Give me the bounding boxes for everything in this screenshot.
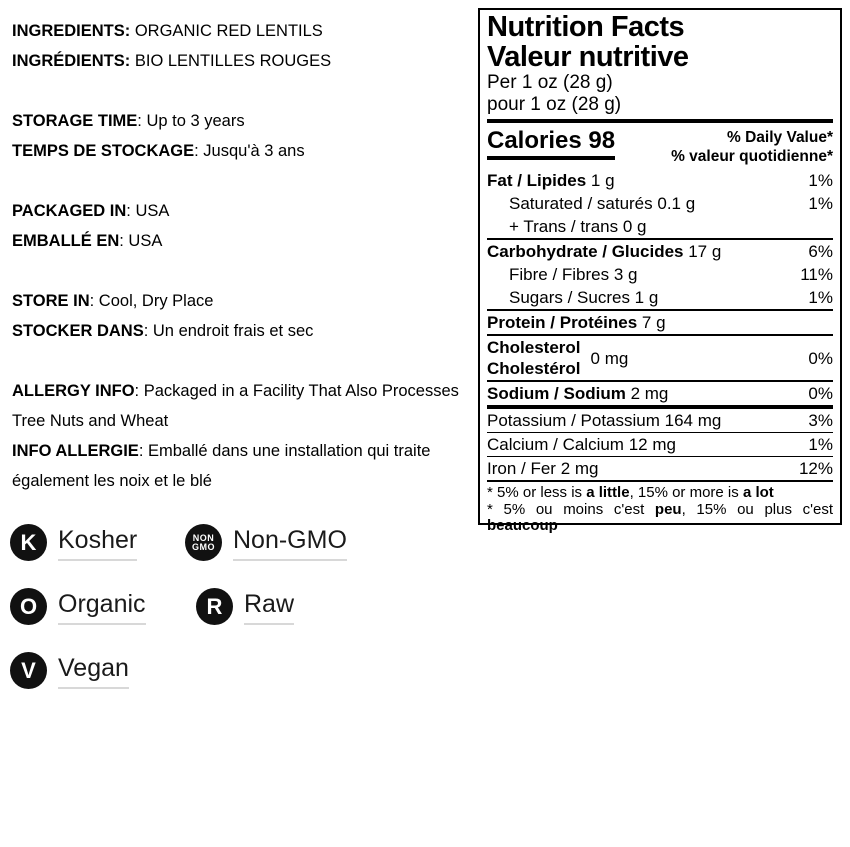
packaged-value-en: : USA (126, 202, 170, 220)
fat-dv: 1% (808, 171, 833, 190)
nfp-serving-en: Per 1 oz (28 g) (487, 72, 613, 93)
nutrient-row-fat (487, 169, 833, 192)
storage-en (12, 106, 474, 136)
store-in-section (12, 286, 474, 346)
nfp-title-fr: Valeur nutritive (487, 41, 689, 73)
badge-organic-label: Organic (58, 589, 146, 625)
allergy-value-fr: : Emballé dans une installation qui traite également les noix et le blé (12, 442, 436, 490)
nutrient-row-cholesterol (487, 334, 833, 380)
footnote-fr: * 5% ou moins c'est peu, 15% ou plus c'est beaucoup (487, 500, 833, 534)
sugars-dv: 1% (808, 288, 833, 307)
vegan-icon (10, 652, 47, 689)
store-in-label-en: STORE IN (12, 292, 90, 310)
store-in-en (12, 286, 474, 316)
store-in-value-fr: : Un endroit frais et sec (143, 322, 314, 340)
calcium-dv: 1% (808, 435, 833, 454)
allergy-fr (12, 436, 474, 496)
packaged-en (12, 196, 474, 226)
store-in-fr (12, 316, 474, 346)
fibre-amount: 3 g (609, 265, 638, 284)
dv-header-en: % Daily Value* (727, 129, 833, 146)
protein-name: Protein / Protéines (487, 313, 638, 332)
packaged-label-en: PACKAGED IN (12, 202, 127, 220)
badge-raw (196, 588, 294, 625)
allergy-label-fr: INFO ALLERGIE (12, 442, 139, 460)
saturated-amount: 0.1 g (652, 194, 696, 213)
allergy-en (12, 376, 474, 436)
badge-kosher-label: Kosher (58, 525, 137, 561)
nutrient-row-sugars (487, 286, 833, 309)
organic-icon (10, 588, 47, 625)
nutrient-row-calcium (487, 432, 833, 456)
carbohydrate-name: Carbohydrate / Glucides (487, 242, 684, 261)
badge-vegan-label: Vegan (58, 653, 129, 689)
nfp-serving-fr: pour 1 oz (28 g) (487, 94, 622, 115)
ingredients-section (12, 16, 474, 76)
nfp-footnote (487, 480, 833, 535)
fibre-dv: 11% (800, 265, 833, 284)
storage-value-en: : Up to 3 years (137, 112, 245, 130)
ingredients-value-fr: BIO LENTILLES ROUGES (130, 52, 332, 70)
nutrient-row-trans (487, 215, 833, 238)
nutrient-row-saturated (487, 192, 833, 215)
badge-non-gmo-label: Non-GMO (233, 525, 347, 561)
potassium-amount: 164 mg (659, 411, 722, 430)
badge-non-gmo (185, 524, 347, 561)
nutrient-row-protein (487, 309, 833, 334)
iron-amount: 2 mg (555, 459, 599, 478)
nutrient-row-fibre (487, 263, 833, 286)
packaged-value-fr: : USA (119, 232, 163, 250)
carbohydrate-amount: 17 g (683, 242, 722, 261)
non-gmo-glyph-top: NON (192, 532, 215, 543)
daily-value-header (671, 128, 833, 166)
ingredients-label-fr: INGRÉDIENTS: (12, 52, 131, 70)
badge-organic (10, 588, 146, 625)
packaged-label-fr: EMBALLÉ EN (12, 232, 120, 250)
iron-name: Iron / Fer (487, 459, 556, 478)
sugars-amount: 1 g (629, 288, 659, 307)
sodium-amount: 2 mg (625, 384, 669, 403)
calories-number: 98 (588, 127, 616, 154)
dv-header-fr: % valeur quotidienne* (671, 148, 833, 165)
store-in-label-fr: STOCKER DANS (12, 322, 144, 340)
cholesterol-amount: 0 mg (590, 348, 629, 368)
badge-kosher (10, 524, 137, 561)
iron-dv: 12% (798, 459, 833, 478)
ingredients-fr (12, 46, 474, 76)
nfp-calories-header (487, 123, 833, 169)
cholesterol-dv: 0% (808, 348, 833, 368)
cholesterol-name-fr: Cholestérol (487, 359, 581, 378)
nutrient-row-carbohydrate (487, 238, 833, 263)
saturated-name: Saturated / saturés (509, 194, 653, 213)
allergy-section (12, 376, 474, 496)
ingredients-value-en: ORGANIC RED LENTILS (130, 22, 323, 40)
non-gmo-glyph-bottom: GMO (192, 541, 215, 552)
kosher-icon (10, 524, 47, 561)
storage-label-en: STORAGE TIME (12, 112, 138, 130)
calories-label: Calories (487, 127, 582, 154)
badge-vegan (10, 652, 129, 689)
carbohydrate-dv: 6% (808, 242, 833, 261)
nutrition-facts-panel (478, 8, 842, 534)
sugars-name: Sugars / Sucres (509, 288, 630, 307)
calcium-name: Calcium / Calcium (487, 435, 624, 454)
calcium-amount: 12 mg (623, 435, 676, 454)
calories-value (487, 128, 615, 160)
ingredients-label-en: INGREDIENTS: (12, 22, 131, 40)
fat-name: Fat / Lipides (487, 171, 587, 190)
store-in-value-en: : Cool, Dry Place (89, 292, 214, 310)
cholesterol-name-en: Cholesterol (487, 338, 581, 357)
packaged-section (12, 196, 474, 256)
trans-amount: 0 g (618, 217, 647, 236)
storage-value-fr: : Jusqu'à 3 ans (194, 142, 305, 160)
fibre-name: Fibre / Fibres (509, 265, 610, 284)
nfp-title-en: Nutrition Facts (487, 11, 685, 43)
sodium-dv: 0% (808, 384, 833, 403)
raw-glyph: R (206, 593, 223, 619)
protein-amount: 7 g (637, 313, 666, 332)
allergy-label-en: ALLERGY INFO (12, 382, 135, 400)
potassium-name: Potassium / Potassium (487, 411, 660, 430)
organic-glyph: O (19, 593, 38, 619)
badge-raw-label: Raw (244, 589, 294, 625)
vegan-glyph: V (21, 657, 36, 683)
saturated-dv: 1% (808, 194, 833, 213)
fat-amount: 1 g (586, 171, 615, 190)
ingredients-en (12, 16, 474, 46)
nutrient-row-sodium (487, 380, 833, 405)
nutrient-row-iron (487, 456, 833, 480)
sodium-name: Sodium / Sodium (487, 384, 626, 403)
storage-fr (12, 136, 474, 166)
potassium-dv: 3% (808, 411, 833, 430)
packaged-fr (12, 226, 474, 256)
storage-label-fr: TEMPS DE STOCKAGE (12, 142, 195, 160)
non-gmo-icon (185, 524, 222, 561)
raw-icon (196, 588, 233, 625)
footnote-en: * 5% or less is a little, 15% or more is a lot (487, 484, 774, 501)
trans-name: + Trans / trans (509, 217, 619, 236)
storage-section (12, 106, 474, 166)
kosher-glyph: K (20, 529, 37, 555)
nutrient-row-potassium (487, 405, 833, 432)
allergy-value-en: : Packaged in a Facility That Also Processes Tree Nuts and Wheat (12, 382, 464, 430)
